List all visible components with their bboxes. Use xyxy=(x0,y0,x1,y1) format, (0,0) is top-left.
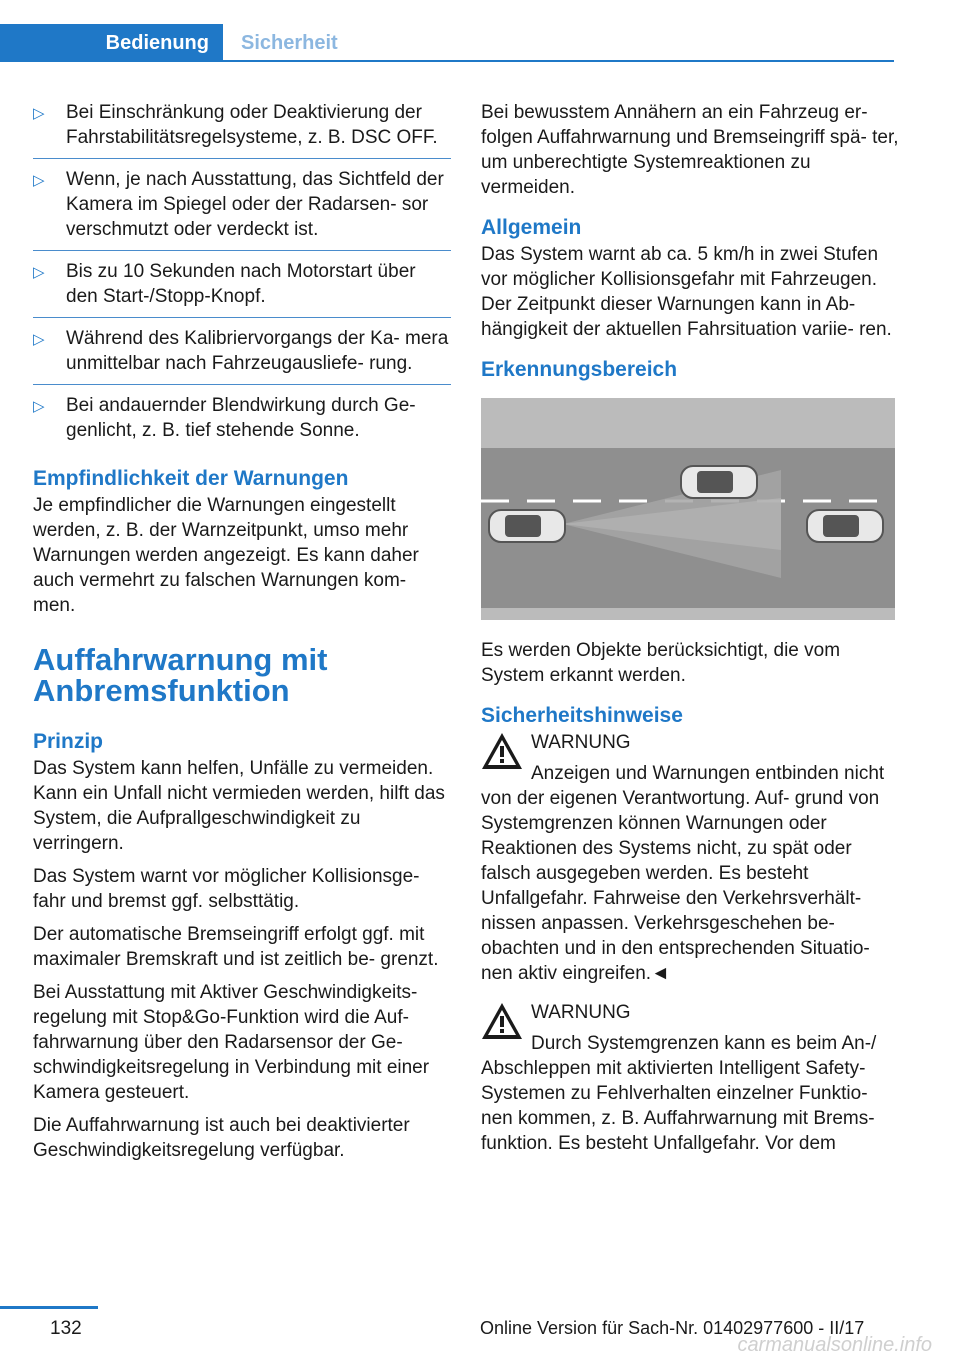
warning-text: Anzeigen und Warnungen entbinden nicht von der eigenen Verantwortung. Auf‐ grund von Systemgrenzen können Warnungen oder Reaktionen des Systems nicht, zu spät oder falsch ausgegeben werden. Es besteht Unfallgefahr. Fahrweise den Verkehrsverhält‐ nissen anpassen. Verkehrsgeschehen be‐ obachten und in den entsprechenden Situatio‐ nen aktiv eingreifen.◄ xyxy=(481,763,885,984)
paragraph: Die Auffahrwarnung ist auch bei deaktivierter Geschwindigkeitsregelung verfügbar. xyxy=(33,1115,410,1161)
left-column xyxy=(33,100,451,1171)
online-version-note: Online Version für Sach-Nr. 01402977600 - II/17 xyxy=(480,1318,865,1338)
right-column xyxy=(481,100,899,1156)
triangle-bullet-icon: ▷ xyxy=(33,331,45,348)
warning-title: WARNUNG xyxy=(531,732,631,753)
section-title-empfindlichkeit: Empfindlichkeit der Warnungen xyxy=(33,467,349,490)
triangle-bullet-icon: ▷ xyxy=(33,172,45,189)
section-text-allgemein: Das System warnt ab ca. 5 km/h in zwei Stufen vor möglicher Kollisionsgefahr mit Fahrzeugen. Der Zeitpunkt dieser Warnungen kann in Ab‐ hängigkeit der aktuellen Fahrsituation variie‐ ren. xyxy=(481,244,892,340)
warning-box xyxy=(481,730,899,986)
illustration-caption: Es werden Objekte berücksichtigt, die vom System erkannt werden. xyxy=(481,640,841,686)
page-header xyxy=(0,0,894,62)
page-number: 132 xyxy=(50,1318,82,1339)
triangle-bullet-icon: ▷ xyxy=(33,398,45,415)
list-item xyxy=(33,326,451,385)
footer-divider xyxy=(0,1306,98,1309)
warning-triangle-icon xyxy=(481,732,523,770)
list-item xyxy=(33,167,451,251)
paragraph: Das System kann helfen, Unfälle zu vermeiden. Kann ein Unfall nicht vermieden werden, hilft das System, die Aufprallgeschwindigkeit zu verringern. xyxy=(33,758,445,854)
car-own-icon xyxy=(489,510,565,542)
list-item-text: Bei andauernder Blendwirkung durch Ge‐ genlicht, z. B. tief stehende Sonne. xyxy=(66,395,416,441)
car-ahead-icon xyxy=(807,510,883,542)
watermark: carmanualsonline.info xyxy=(737,1334,932,1356)
warning-title: WARNUNG xyxy=(531,1002,631,1023)
list-item xyxy=(33,393,451,451)
list-item xyxy=(33,100,451,159)
section-title-sicherheitshinweise: Sicherheitshinweise xyxy=(481,704,683,727)
list-item-text: Während des Kalibriervorgangs der Ka‐ mera unmittelbar nach Fahrzeugausliefe‐ rung. xyxy=(66,328,449,374)
detection-range-illustration xyxy=(481,398,895,620)
tab-sicherheit-label: Sicherheit xyxy=(241,32,338,54)
list-item-text: Wenn, je nach Ausstattung, das Sichtfeld der Kamera im Spiegel oder der Radarsen‐ sor verschmutzt oder verdeckt ist. xyxy=(66,169,444,240)
tab-sicherheit[interactable] xyxy=(223,24,338,62)
section-title-allgemein: Allgemein xyxy=(481,216,582,239)
list-item-text: Bei Einschränkung oder Deaktivierung der Fahrstabilitätsregelsysteme, z. B. DSC OFF. xyxy=(66,102,438,148)
triangle-bullet-icon: ▷ xyxy=(33,264,45,281)
warning-text: Durch Systemgrenzen kann es beim An-/ Abschleppen mit aktivierten Intelligent Safety- Systemen zu Fehlverhalten einzelner Funktio‐ nen kommen, z. B. Auffahrwarnung mit Brems‐ funktion. Es besteht Unfallgefahr. Vor dem xyxy=(481,1033,877,1154)
section-text-empfindlichkeit: Je empfindlicher die Warnungen eingestellt werden, z. B. der Warnzeitpunkt, umso mehr Warnungen werden angezeigt. Es kann daher auch vermehrt zu falschen Warnungen kom‐ men. xyxy=(33,495,419,616)
section-title-erkennungsbereich: Erkennungsbereich xyxy=(481,358,678,381)
tab-bedienung-label: Bedienung xyxy=(105,32,209,54)
paragraph: Der automatische Bremseingriff erfolgt ggf. mit maximaler Bremskraft und ist zeitlich be‐ grenzt. xyxy=(33,924,439,970)
intro-paragraph: Bei bewusstem Annähern an ein Fahrzeug er‐ folgen Auffahrwarnung und Bremseingriff spä‐ ter, um unberechtigte Systemreaktionen zu vermeiden. xyxy=(481,102,899,198)
road-diagram xyxy=(481,398,895,620)
chapter-title: Auffahrwarnung mit Anbremsfunktion xyxy=(33,642,328,708)
paragraph: Das System warnt vor möglicher Kollisionsge‐ fahr und bremst ggf. selbsttätig. xyxy=(33,866,420,912)
tab-bedienung[interactable] xyxy=(0,24,223,62)
warning-box xyxy=(481,1000,899,1156)
section-title-prinzip: Prinzip xyxy=(33,730,104,753)
header-divider xyxy=(0,60,894,62)
list-item-text: Bis zu 10 Sekunden nach Motorstart über den Start-/Stopp-Knopf. xyxy=(66,261,416,307)
warning-triangle-icon xyxy=(481,1002,523,1040)
paragraph: Bei Ausstattung mit Aktiver Geschwindigkeits‐ regelung mit Stop&Go-Funktion wird die Auf‐ fahrwarnung über den Radarsensor der Ge‐ schwindigkeitsregelung in Verbindung mit einer Kamera gesteuert. xyxy=(33,982,430,1103)
triangle-bullet-icon: ▷ xyxy=(33,105,45,122)
limitations-list xyxy=(33,100,451,451)
car-front-lane-icon xyxy=(681,466,757,498)
list-item xyxy=(33,259,451,318)
